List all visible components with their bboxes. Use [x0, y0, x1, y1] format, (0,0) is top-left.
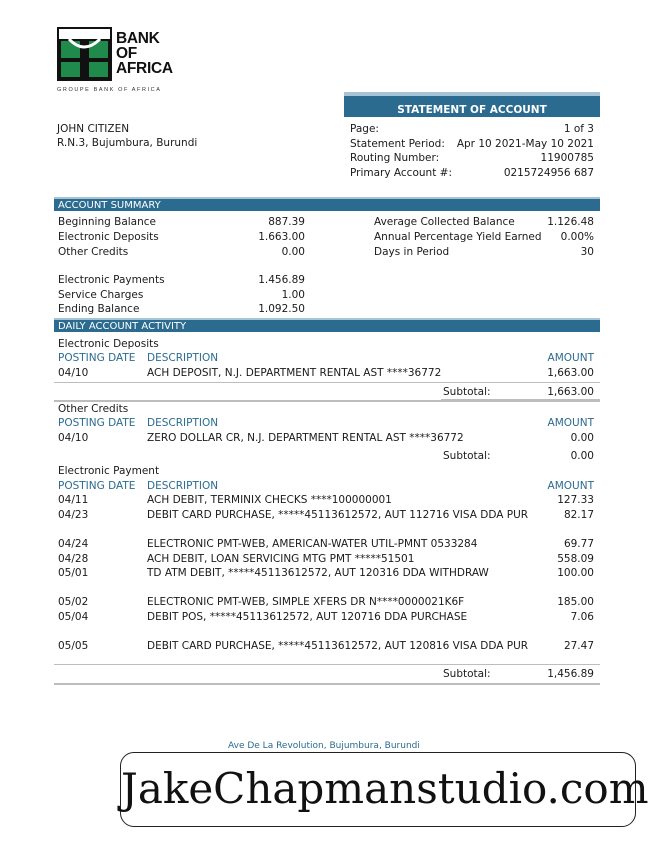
- statement-title: STATEMENT OF ACCOUNT: [344, 92, 600, 117]
- summary-row: Other Credits 0.00: [58, 246, 305, 258]
- subtotal-row: Subtotal: 1,663.00: [54, 382, 600, 400]
- summary-row: Service Charges 1.00: [58, 289, 305, 301]
- group-title: Electronic Deposits: [58, 338, 159, 350]
- table-row: 04/11 ACH DEBIT, TERMINIX CHECKS ****100000001 127.33: [58, 494, 594, 506]
- meta-label: Primary Account #:: [350, 166, 452, 179]
- meta-label: Statement Period:: [350, 137, 445, 150]
- page-number: 1 of 3: [563, 123, 594, 135]
- summary-row: Annual Percentage Yield Earned 0.00%: [374, 231, 594, 243]
- customer-address: R.N.3, Bujumbura, Burundi: [57, 137, 198, 149]
- daily-activity-header: DAILY ACCOUNT ACTIVITY: [54, 318, 600, 332]
- group-title: Other Credits: [58, 403, 129, 415]
- customer-name: JOHN CITIZEN: [57, 123, 130, 135]
- table-row: 04/28 ACH DEBIT, LOAN SERVICING MTG PMT *****51501 558.09: [58, 553, 594, 565]
- summary-row: Days in Period 30: [374, 246, 594, 258]
- column-headers: POSTING DATE DESCRIPTION AMOUNT: [58, 480, 594, 492]
- summary-row: Electronic Deposits 1.663.00: [58, 231, 305, 243]
- customer-info: [57, 122, 197, 150]
- table-row: 04/10 ZERO DOLLAR CR, N.J. DEPARTMENT RENTAL AST ****36772 0.00: [58, 432, 594, 444]
- statement-period: Apr 10 2021-May 10 2021: [456, 137, 594, 150]
- table-row: 05/05 DEBIT CARD PURCHASE, *****45113612572, AUT 120816 VISA DDA PUR 27.47: [58, 640, 594, 652]
- table-row: 04/23 DEBIT CARD PURCHASE, *****45113612572, AUT 112716 VISA DDA PUR 82.17: [58, 509, 594, 521]
- subtotal-row: Subtotal: 1,456.89: [54, 664, 600, 682]
- meta-label: Routing Number:: [350, 152, 440, 165]
- summary-row: Electronic Payments 1.456.89: [58, 274, 305, 286]
- subtotal-row: Subtotal: 0.00: [443, 450, 594, 462]
- table-row: 05/02 ELECTRONIC PMT-WEB, SIMPLE XFERS DR N****0000021K6F 185.00: [58, 596, 594, 608]
- bank-group-name: GROUPE BANK OF AFRICA: [57, 87, 162, 93]
- table-row: 04/24 ELECTRONIC PMT-WEB, AMERICAN-WATER UTIL-PMNT 0533284 69.77: [58, 538, 594, 550]
- summary-row: Beginning Balance 887.39: [58, 216, 305, 228]
- primary-account: 0215724956 687: [503, 166, 594, 179]
- column-headers: POSTING DATE DESCRIPTION AMOUNT: [58, 417, 594, 429]
- table-row: 04/10 ACH DEPOSIT, N.J. DEPARTMENT RENTAL AST ****36772 1,663.00: [58, 367, 594, 379]
- divider: [54, 400, 600, 402]
- footer-address: Ave De La Revolution, Bujumbura, Burundi: [228, 741, 420, 751]
- bank-name: BANK OF AFRICA: [116, 30, 173, 77]
- summary-row: Average Collected Balance 1.126.48: [374, 216, 594, 228]
- meta-label: Page:: [350, 123, 379, 135]
- statement-meta: [350, 122, 594, 180]
- account-summary-header: ACCOUNT SUMMARY: [54, 197, 600, 211]
- summary-row: Ending Balance 1.092.50: [58, 303, 305, 315]
- bank-of-africa-logo-icon: [57, 27, 112, 81]
- table-row: 05/04 DEBIT POS, *****45113612572, AUT 120716 DDA PURCHASE 7.06: [58, 611, 594, 623]
- table-row: 05/01 TD ATM DEBIT, *****45113612572, AUT 120316 DDA WITHDRAW 100.00: [58, 567, 594, 579]
- column-headers: POSTING DATE DESCRIPTION AMOUNT: [58, 352, 594, 364]
- routing-number: 11900785: [540, 152, 594, 165]
- group-title: Electronic Payment: [58, 465, 160, 477]
- watermark: JakeChapmanstudio.com: [120, 752, 636, 827]
- divider: [54, 683, 600, 685]
